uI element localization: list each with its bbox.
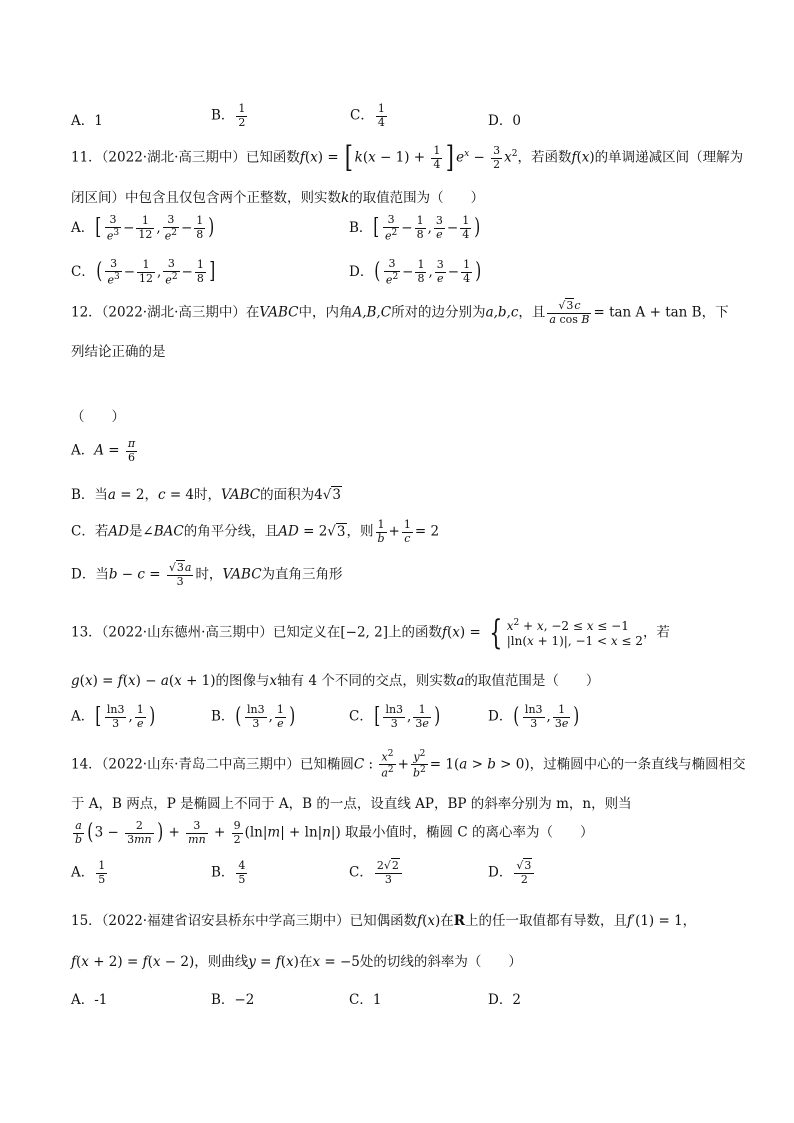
q15-stem-line2: f(x + 2) = f(x − 2)，则曲线y = f(x)在x = −5处的切线的斜率为（ ） bbox=[71, 954, 522, 970]
q14-stem-line3: $\frac{a}{b}$ (3 − $\frac{2}{3mn}$ ) + $\frac{3}{mn}$ + $\frac{9}{2}$ (ln|m| + ln|n|) 取最小值时，椭圆 C 的离心率为（ ） bbox=[75, 819, 594, 846]
q11-stem: 11．（2022·湖北·高三期中）已知函数f(x) = [ k(x − 1) + $\frac{1}{4}$ ] $e^x$ − $\frac{3}{2}$ $x^2$，若函数f(x)的单调递减区间（理解为 bbox=[71, 140, 744, 175]
q11-stem-text3: 的单调递减区间（理解为 bbox=[594, 149, 744, 166]
q14-option-d: D． $\frac{√3}{2}$ bbox=[488, 860, 536, 886]
q15-option-b: B．−2 bbox=[211, 992, 255, 1008]
q13-stem-line2: g(x) = f(x) − a(x + 1)的图像与x轴有 4 个不同的交点，则实数a的取值范围是（ ） bbox=[71, 673, 600, 689]
q15-line2a-text: ，则曲线 bbox=[194, 954, 249, 970]
q12-stem-text4: ，且 bbox=[518, 304, 546, 321]
q12-stem: 12．（2022·湖北·高三期中）在VABC中，内角A,B,C所对的边分别为a,b,c，且 $\frac{√3c}{\text{a cos B}}$ = tan A + tan B，下 bbox=[71, 299, 729, 326]
q12-option-c-text3: 的角平分线，且 bbox=[183, 523, 279, 540]
q12-stem-text5: = tan A + tan B，下 bbox=[593, 304, 729, 321]
q15-stem-text2: 在 bbox=[440, 913, 454, 929]
q14-option-a: A． $\frac{1}{5}$ bbox=[71, 859, 106, 886]
q10-option-a: A．1 bbox=[71, 113, 103, 129]
q13-option-a-label: A． bbox=[71, 708, 95, 725]
q11-stem-line2: 闭区间）中包含且仅包含两个正整数，则实数k的取值范围为（ ） bbox=[71, 190, 485, 206]
q12-option-c-text1: C．若 bbox=[71, 523, 109, 540]
q14-line3-text: 取最小值时，椭圆 C 的离心率为（ ） bbox=[345, 824, 594, 841]
q12-option-c: C．若AD是∠BAC的角平分线，且AD = 2√3，则 $\frac{1}{b}$ + $\frac{1}{c}$ = 2 bbox=[71, 518, 440, 545]
q13-option-b: B．( $\frac{\ln 3}{3}$ , $\frac{1}{e}$ ) bbox=[211, 703, 296, 730]
q13-stem-text3: ，若 bbox=[642, 624, 670, 641]
q12-option-d-text3: 为直角三角形 bbox=[261, 566, 343, 583]
q12-stem-text1: 12．（2022·湖北·高三期中）在 bbox=[71, 304, 260, 321]
q14-stem-text2: ，过椭圆中心的一条直线与椭圆相交 bbox=[529, 756, 746, 773]
q13-option-c-label: C． bbox=[349, 708, 373, 725]
q12-option-a-label: A． bbox=[71, 442, 95, 459]
q14-stem-text1: 14．（2022·山东·青岛二中高三期中）已知椭圆 bbox=[71, 756, 354, 773]
q10-option-c: C． $\frac{1}{4}$ bbox=[350, 102, 385, 129]
q15-stem: 15．（2022·福建省诏安县桥东中学高三期中）已知偶函数f(x)在R上的任一取值都有导数，且f′(1) = 1， bbox=[71, 913, 697, 929]
q12-answer-paren: （ ） bbox=[71, 409, 125, 425]
q12-stem-text2: 中，内角 bbox=[298, 304, 353, 321]
q11-stem-text1: 11．（2022·湖北·高三期中）已知函数 bbox=[71, 149, 300, 166]
q11-line2b-text: 的取值范围为（ ） bbox=[349, 190, 485, 206]
q10-option-b-label: B． bbox=[211, 107, 235, 124]
q11-option-d-label: D． bbox=[349, 263, 374, 280]
q15-option-c: C．1 bbox=[349, 992, 382, 1008]
q11-option-d: D．( $\frac{3}{e^2}$ − $\frac{1}{8}$ , $\frac{3}{e}$ − $\frac{1}{4}$ ) bbox=[349, 257, 482, 287]
q11-option-c: C．( $\frac{3}{e^3}$ − $\frac{1}{12}$ , $\frac{3}{e^2}$ − $\frac{1}{8}$ ] bbox=[71, 257, 216, 287]
q15-line2b-text: 在 bbox=[298, 954, 313, 970]
q12-option-b-text3: 的面积为 bbox=[260, 487, 315, 503]
q12-option-b-text2: 时， bbox=[194, 487, 222, 503]
q12-option-b: B．当a = 2，c = 4时，VABC的面积为4√3 bbox=[71, 487, 341, 503]
q15-line2c-text: 处的切线的斜率为（ ） bbox=[359, 954, 522, 970]
q14-option-c: C． $\frac{2√2}{3}$ bbox=[349, 860, 404, 886]
q12-option-c-text4: ，则 bbox=[346, 523, 374, 540]
q13-option-a: A．[ $\frac{\ln 3}{3}$ , $\frac{1}{e}$ ) bbox=[71, 703, 156, 730]
q12-option-a: A．A = $\frac{\pi}{6}$ bbox=[71, 437, 136, 464]
q10-option-c-label: C． bbox=[350, 107, 374, 124]
q12-stem-line2: 列结论正确的是 bbox=[71, 344, 166, 360]
q14-stem-line2: 于 A，B 两点，P 是椭圆上不同于 A，B 的一点，设直线 AP，BP 的斜率分别为 m，n，则当 bbox=[71, 796, 632, 812]
q10-option-b: B． $\frac{1}{2}$ bbox=[211, 102, 246, 129]
q14-option-b-label: B． bbox=[211, 864, 235, 881]
q11-option-c-label: C． bbox=[71, 263, 95, 280]
q13-option-d: D．( $\frac{\ln 3}{3}$ , $\frac{1}{3e}$ ) bbox=[488, 703, 580, 730]
q12-stem-text3: 所对的边分别为 bbox=[391, 304, 486, 321]
q13-stem-text2: 上的函数 bbox=[387, 624, 442, 641]
q14-option-c-label: C． bbox=[349, 864, 373, 881]
q13-stem: 13．（2022·山东德州·高三期中）已知定义在[−2, 2]上的函数f(x) = { $x^2 + x$, −2 ≤ x ≤ −1 |ln(x + 1)|, −1 < x ≤ 2 ，若 bbox=[71, 613, 670, 653]
q12-option-d-text1: D．当 bbox=[71, 566, 109, 583]
q14-option-a-label: A． bbox=[71, 864, 95, 881]
q13-line2b-text: 轴有 4 个不同的交点，则实数 bbox=[277, 673, 457, 689]
q11-option-b: B．[ $\frac{3}{e^2}$ − $\frac{1}{8}$ , $\frac{3}{e}$ − $\frac{1}{4}$ ) bbox=[349, 213, 481, 243]
q14-stem: 14．（2022·山东·青岛二中高三期中）已知椭圆C : $\frac{x^2}{a^2}$ + $\frac{y^2}{b^2}$ = 1(a > b > 0)，过椭圆中心的一条直线与椭圆相交 bbox=[71, 749, 746, 780]
q15-stem-text3: 上的任一取值都有导数，且 bbox=[465, 913, 627, 929]
q11-option-a-label: A． bbox=[71, 219, 95, 236]
q14-option-d-label: D． bbox=[488, 864, 513, 881]
q11-line2-text: 闭区间）中包含且仅包含两个正整数，则实数 bbox=[71, 190, 341, 206]
q11-option-b-label: B． bbox=[349, 219, 373, 236]
q13-line2-text: 的图像与 bbox=[215, 673, 270, 689]
q12-option-c-text2: 是 bbox=[128, 523, 143, 540]
q11-option-a: A．[ $\frac{3}{e^3}$ − $\frac{1}{12}$ , $\frac{3}{e^2}$ − $\frac{1}{8}$ ) bbox=[71, 213, 215, 243]
q13-option-b-label: B． bbox=[211, 708, 235, 725]
q15-option-d: D．2 bbox=[488, 992, 521, 1008]
q12-option-d: D．当b − c = $\frac{√3a}{3}$ 时，VABC为直角三角形 bbox=[71, 561, 343, 588]
q10-option-d: D．0 bbox=[488, 113, 521, 129]
q13-stem-text1: 13．（2022·山东德州·高三期中）已知定义在 bbox=[71, 624, 341, 641]
q13-option-c: C．[ $\frac{\ln 3}{3}$ , $\frac{1}{3e}$ ) bbox=[349, 703, 441, 730]
q12-option-b-text1: B．当 bbox=[71, 487, 108, 503]
q11-stem-text2: ，若函数 bbox=[517, 149, 572, 166]
q15-stem-text1: 15．（2022·福建省诏安县桥东中学高三期中）已知偶函数 bbox=[71, 913, 418, 929]
q13-option-d-label: D． bbox=[488, 708, 513, 725]
q14-option-b: B． $\frac{4}{5}$ bbox=[211, 859, 246, 886]
q12-option-d-text2: 时， bbox=[195, 566, 223, 583]
q15-option-a: A．-1 bbox=[71, 992, 108, 1008]
q13-line2c-text: 的取值范围是（ ） bbox=[464, 673, 600, 689]
